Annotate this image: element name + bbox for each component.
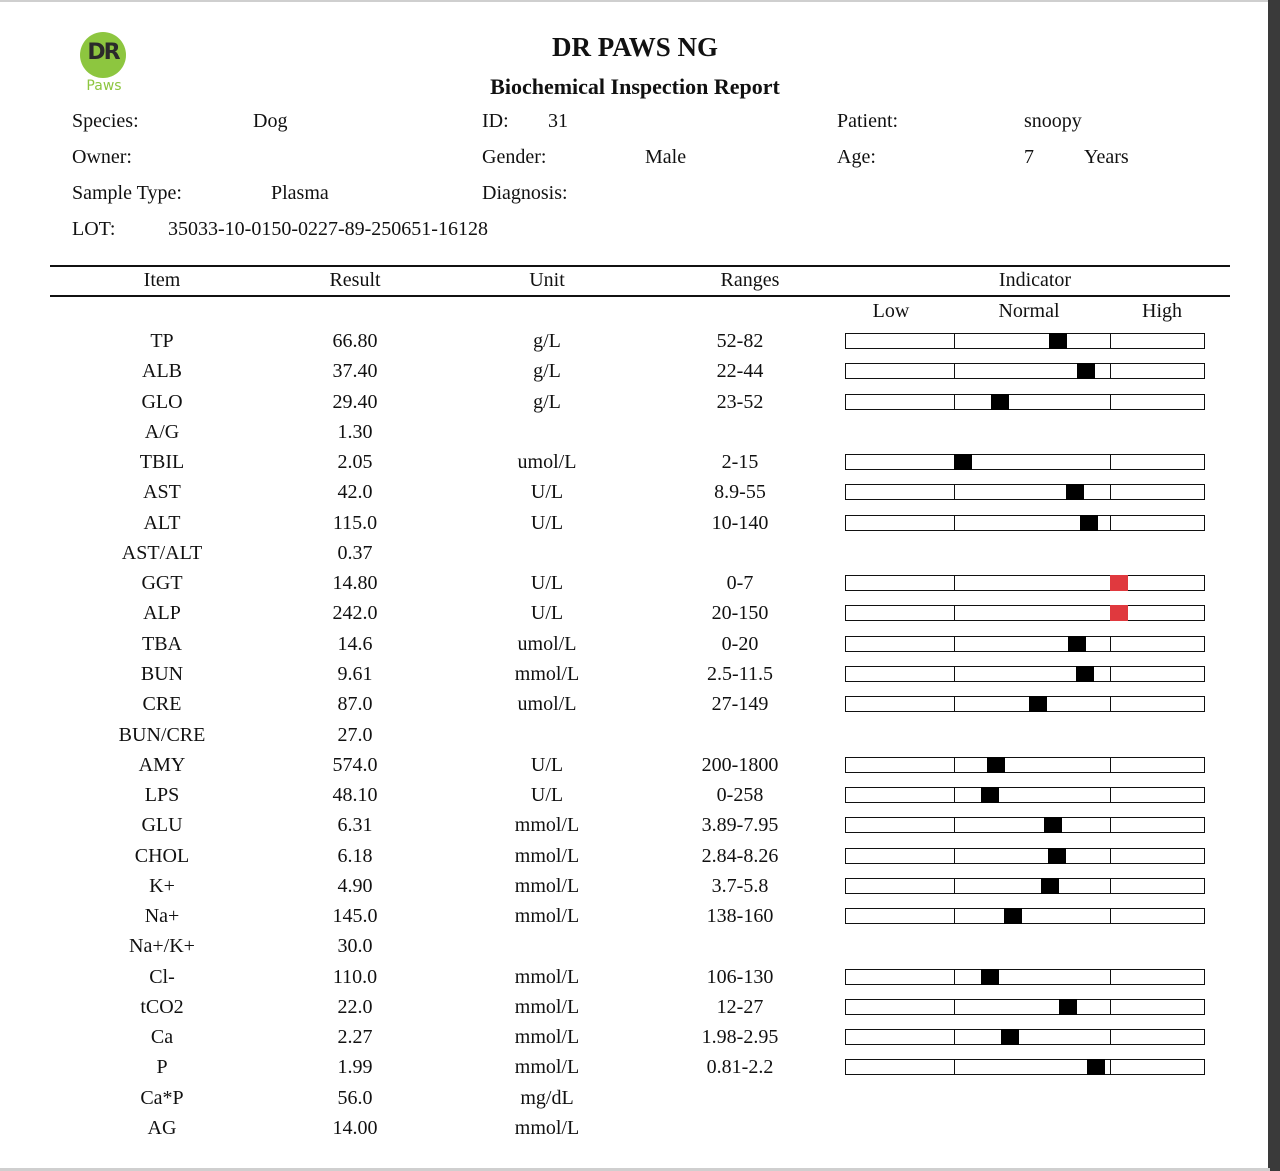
row-unit: g/L xyxy=(533,391,561,413)
row-result: 14.6 xyxy=(337,633,373,655)
row-unit: umol/L xyxy=(517,633,577,655)
row-result: 14.80 xyxy=(332,572,378,594)
normal-high-divider xyxy=(1110,667,1111,681)
patient-value: snoopy xyxy=(1024,110,1082,132)
indicator-marker xyxy=(1077,363,1095,379)
row-unit: U/L xyxy=(530,572,564,594)
row-item: BUN xyxy=(140,663,184,685)
header-result: Result xyxy=(329,269,381,291)
indicator-marker xyxy=(981,787,999,803)
row-item: AST xyxy=(143,481,181,503)
indicator-bar xyxy=(845,636,1205,652)
row-range: 2.84-8.26 xyxy=(701,845,779,867)
row-item: TBIL xyxy=(139,451,185,473)
normal-high-divider xyxy=(1110,364,1111,378)
row-range: 0.81-2.2 xyxy=(706,1056,774,1078)
low-normal-divider xyxy=(954,758,955,772)
row-range: 2.5-11.5 xyxy=(707,663,773,685)
indicator-bar xyxy=(845,454,1205,470)
row-range: 27-149 xyxy=(711,693,769,715)
row-item: CRE xyxy=(142,693,182,715)
header-indicator: Indicator xyxy=(998,269,1072,291)
row-range: 52-82 xyxy=(716,330,764,352)
low-normal-divider xyxy=(954,667,955,681)
normal-high-divider xyxy=(1110,849,1111,863)
row-unit: mmol/L xyxy=(514,1026,580,1048)
row-unit: U/L xyxy=(530,602,564,624)
indicator-marker xyxy=(1080,515,1098,531)
indicator-bar xyxy=(845,333,1205,349)
low-normal-divider xyxy=(954,909,955,923)
row-unit: mmol/L xyxy=(514,814,580,836)
row-item: TBA xyxy=(142,633,182,655)
row-range: 3.7-5.8 xyxy=(711,875,769,897)
row-item: tCO2 xyxy=(140,996,184,1018)
low-normal-divider xyxy=(954,1000,955,1014)
row-result: 2.27 xyxy=(337,1026,373,1048)
diagnosis-label: Diagnosis: xyxy=(482,182,568,204)
indicator-marker xyxy=(987,757,1005,773)
row-result: 110.0 xyxy=(332,966,378,988)
indicator-marker xyxy=(1068,636,1086,652)
low-normal-divider xyxy=(954,637,955,651)
indicator-bar xyxy=(845,666,1205,682)
row-result: 87.0 xyxy=(337,693,373,715)
indicator-marker xyxy=(1076,666,1094,682)
row-range: 20-150 xyxy=(711,602,769,624)
row-unit: U/L xyxy=(530,481,564,503)
indicator-marker xyxy=(1049,333,1067,349)
header-high: High xyxy=(1142,300,1182,322)
indicator-bar xyxy=(845,757,1205,773)
indicator-marker xyxy=(981,969,999,985)
row-result: 115.0 xyxy=(332,512,378,534)
row-result: 48.10 xyxy=(332,784,378,806)
header-unit: Unit xyxy=(529,269,565,291)
header-item: Item xyxy=(143,269,181,291)
row-range: 0-258 xyxy=(716,784,764,806)
low-normal-divider xyxy=(954,1030,955,1044)
normal-high-divider xyxy=(1110,516,1111,530)
row-result: 30.0 xyxy=(337,935,373,957)
id-value: 31 xyxy=(548,110,568,132)
indicator-marker xyxy=(1110,575,1128,591)
row-range: 23-52 xyxy=(716,391,764,413)
row-item: Na+ xyxy=(144,905,180,927)
normal-high-divider xyxy=(1110,395,1111,409)
lot-value: 35033-10-0150-0227-89-250651-16128 xyxy=(168,218,488,240)
row-result: 242.0 xyxy=(332,602,378,624)
row-range: 0-7 xyxy=(726,572,754,594)
indicator-bar xyxy=(845,515,1205,531)
low-normal-divider xyxy=(954,334,955,348)
row-item: GLO xyxy=(141,391,183,413)
row-range: 8.9-55 xyxy=(714,481,766,503)
indicator-bar xyxy=(845,908,1205,924)
row-result: 42.0 xyxy=(337,481,373,503)
low-normal-divider xyxy=(954,697,955,711)
low-normal-divider xyxy=(954,879,955,893)
row-range: 106-130 xyxy=(706,966,774,988)
row-unit: mmol/L xyxy=(514,966,580,988)
sample-type-value: Plasma xyxy=(271,182,329,204)
species-label: Species: xyxy=(72,110,139,132)
row-result: 29.40 xyxy=(332,391,378,413)
clinic-name: DR PAWS NG xyxy=(551,32,718,62)
row-item: CHOL xyxy=(134,845,190,867)
species-value: Dog xyxy=(253,110,288,132)
header-low: Low xyxy=(872,300,910,322)
row-unit: mmol/L xyxy=(514,905,580,927)
table-header-rule xyxy=(50,295,1230,297)
row-item: AST/ALT xyxy=(121,542,203,564)
row-item: Ca xyxy=(150,1026,174,1048)
indicator-marker xyxy=(1004,908,1022,924)
indicator-marker xyxy=(1041,878,1059,894)
age-label: Age: xyxy=(837,146,876,168)
low-normal-divider xyxy=(954,576,955,590)
id-label: ID: xyxy=(482,110,509,132)
indicator-marker xyxy=(1066,484,1084,500)
normal-high-divider xyxy=(1110,818,1111,832)
normal-high-divider xyxy=(1110,485,1111,499)
row-item: A/G xyxy=(144,421,180,443)
indicator-bar xyxy=(845,817,1205,833)
row-result: 145.0 xyxy=(332,905,378,927)
row-unit: umol/L xyxy=(517,693,577,715)
normal-high-divider xyxy=(1110,879,1111,893)
indicator-bar xyxy=(845,787,1205,803)
page-right-edge xyxy=(1268,0,1280,1171)
row-result: 22.0 xyxy=(337,996,373,1018)
indicator-marker xyxy=(1044,817,1062,833)
row-result: 56.0 xyxy=(337,1087,373,1109)
low-normal-divider xyxy=(954,395,955,409)
row-item: GGT xyxy=(141,572,183,594)
normal-high-divider xyxy=(1110,758,1111,772)
indicator-marker xyxy=(1110,605,1128,621)
indicator-bar xyxy=(845,484,1205,500)
row-result: 6.31 xyxy=(337,814,373,836)
row-range: 200-1800 xyxy=(701,754,779,776)
row-item: BUN/CRE xyxy=(118,724,206,746)
page-top-border xyxy=(0,0,1270,2)
logo-word: Paws xyxy=(86,78,122,94)
row-item: GLU xyxy=(141,814,183,836)
age-value: 7 xyxy=(1024,146,1034,168)
row-unit: mmol/L xyxy=(514,663,580,685)
row-unit: umol/L xyxy=(517,451,577,473)
indicator-bar xyxy=(845,363,1205,379)
row-unit: mmol/L xyxy=(514,845,580,867)
row-item: P xyxy=(156,1056,168,1078)
normal-high-divider xyxy=(1110,788,1111,802)
row-item: AMY xyxy=(138,754,186,776)
indicator-marker xyxy=(991,394,1009,410)
indicator-marker xyxy=(954,454,972,470)
row-item: K+ xyxy=(149,875,175,897)
low-normal-divider xyxy=(954,516,955,530)
row-result: 1.30 xyxy=(337,421,373,443)
indicator-bar xyxy=(845,1059,1205,1075)
row-item: ALT xyxy=(143,512,181,534)
sample-type-label: Sample Type: xyxy=(72,182,182,204)
row-item: LPS xyxy=(144,784,180,806)
row-item: AG xyxy=(147,1117,177,1139)
indicator-bar xyxy=(845,999,1205,1015)
indicator-bar xyxy=(845,605,1205,621)
row-item: TP xyxy=(150,330,174,352)
normal-high-divider xyxy=(1110,1030,1111,1044)
normal-high-divider xyxy=(1110,1060,1111,1074)
patient-label: Patient: xyxy=(837,110,899,132)
row-unit: mmol/L xyxy=(514,875,580,897)
header-normal: Normal xyxy=(998,300,1060,322)
indicator-marker xyxy=(1087,1059,1105,1075)
row-item: ALB xyxy=(142,360,182,382)
low-normal-divider xyxy=(954,606,955,620)
indicator-bar xyxy=(845,848,1205,864)
indicator-marker xyxy=(1029,696,1047,712)
row-result: 9.61 xyxy=(337,663,373,685)
row-item: Ca*P xyxy=(140,1087,184,1109)
row-range: 22-44 xyxy=(716,360,764,382)
normal-high-divider xyxy=(1110,455,1111,469)
normal-high-divider xyxy=(1110,1000,1111,1014)
row-item: Na+/K+ xyxy=(129,935,195,957)
row-unit: g/L xyxy=(533,360,561,382)
indicator-marker xyxy=(1059,999,1077,1015)
row-range: 1.98-2.95 xyxy=(701,1026,779,1048)
low-normal-divider xyxy=(954,970,955,984)
row-result: 66.80 xyxy=(332,330,378,352)
gender-label: Gender: xyxy=(482,146,547,168)
row-unit: mmol/L xyxy=(514,1117,580,1139)
normal-high-divider xyxy=(1110,334,1111,348)
low-normal-divider xyxy=(954,364,955,378)
indicator-bar xyxy=(845,575,1205,591)
row-result: 2.05 xyxy=(337,451,373,473)
low-normal-divider xyxy=(954,849,955,863)
row-result: 4.90 xyxy=(337,875,373,897)
row-result: 1.99 xyxy=(337,1056,373,1078)
indicator-bar xyxy=(845,1029,1205,1045)
lot-label: LOT: xyxy=(72,218,116,240)
indicator-marker xyxy=(1048,848,1066,864)
row-unit: mmol/L xyxy=(514,996,580,1018)
row-range: 3.89-7.95 xyxy=(701,814,779,836)
normal-high-divider xyxy=(1110,970,1111,984)
low-normal-divider xyxy=(954,485,955,499)
row-unit: g/L xyxy=(533,330,561,352)
row-range: 0-20 xyxy=(721,633,759,655)
low-normal-divider xyxy=(954,818,955,832)
indicator-bar xyxy=(845,696,1205,712)
indicator-bar xyxy=(845,969,1205,985)
owner-label: Owner: xyxy=(72,146,132,168)
row-result: 14.00 xyxy=(332,1117,378,1139)
clinic-logo xyxy=(78,30,130,100)
row-result: 37.40 xyxy=(332,360,378,382)
row-unit: U/L xyxy=(530,512,564,534)
row-range: 138-160 xyxy=(706,905,774,927)
table-top-rule xyxy=(50,265,1230,267)
row-result: 0.37 xyxy=(337,542,373,564)
row-result: 27.0 xyxy=(337,724,373,746)
normal-high-divider xyxy=(1110,697,1111,711)
low-normal-divider xyxy=(954,1060,955,1074)
row-range: 10-140 xyxy=(711,512,769,534)
normal-high-divider xyxy=(1110,637,1111,651)
row-item: Cl- xyxy=(149,966,175,988)
row-unit: U/L xyxy=(530,784,564,806)
row-range: 12-27 xyxy=(716,996,764,1018)
gender-value: Male xyxy=(645,146,687,168)
row-item: ALP xyxy=(143,602,181,624)
indicator-bar xyxy=(845,878,1205,894)
low-normal-divider xyxy=(954,788,955,802)
row-result: 6.18 xyxy=(337,845,373,867)
indicator-marker xyxy=(1001,1029,1019,1045)
logo-mark: DR xyxy=(87,40,119,65)
indicator-bar xyxy=(845,394,1205,410)
row-unit: mmol/L xyxy=(514,1056,580,1078)
row-unit: mg/dL xyxy=(520,1087,574,1109)
header-ranges: Ranges xyxy=(720,269,780,291)
row-range: 2-15 xyxy=(721,451,759,473)
age-unit: Years xyxy=(1084,146,1129,168)
report-title: Biochemical Inspection Report xyxy=(490,74,780,99)
row-result: 574.0 xyxy=(332,754,378,776)
normal-high-divider xyxy=(1110,909,1111,923)
row-unit: U/L xyxy=(530,754,564,776)
